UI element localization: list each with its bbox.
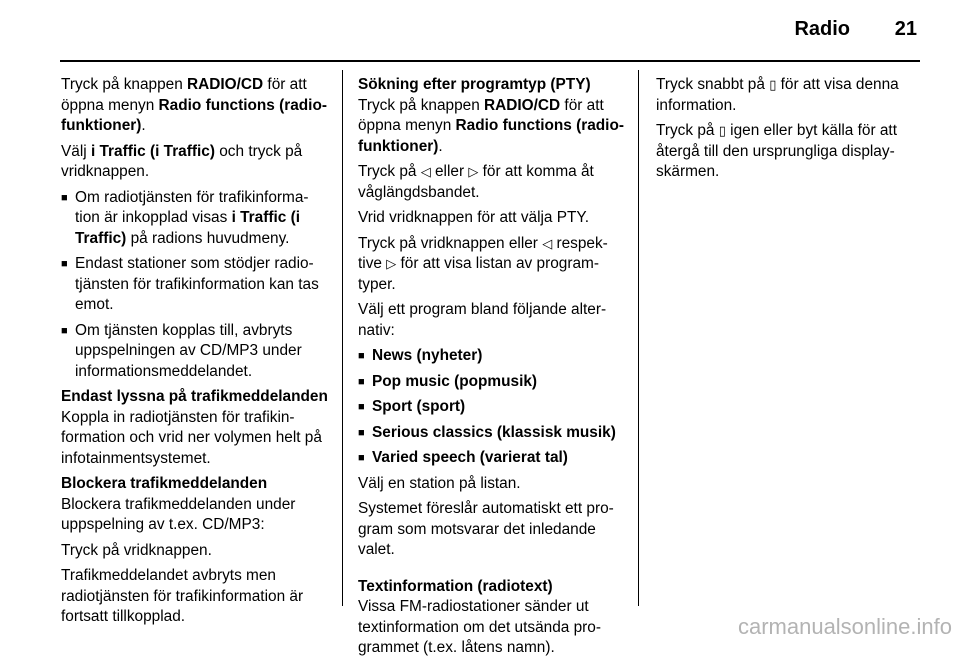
header-rule	[60, 60, 920, 62]
list-item: ■ Endast stationer som stödjer radio-tjänsten för trafikinformation kan tas emot.	[61, 254, 328, 316]
paragraph: Tryck på ◁ eller ▷ för att komma åt våglängdsbandet.	[358, 163, 594, 201]
list-item: ■ Om radiotjänsten för trafikinforma-tion är inkopplad visas i Traffic (i Traffic) på radions huvudmeny.	[61, 188, 328, 250]
paragraph: Blockera trafikmeddelanden under uppspelning av t.ex. CD/MP3:	[61, 495, 296, 533]
left-arrow-icon: ◁	[542, 235, 553, 251]
paragraph: Vissa FM-radiostationer sänder ut textinformation om det utsända pro-grammet (t.ex. låtens namn).	[358, 598, 601, 656]
section-heading: Textinformation (radiotext)	[358, 577, 553, 595]
list-item: ■ Om tjänsten kopplas till, avbryts uppspelningen av CD/MP3 under informationsmeddelandet.	[61, 321, 328, 383]
column-divider-1	[342, 70, 343, 606]
paragraph: Trafikmeddelandet avbryts men radiotjänsten för trafikinformation är fortsatt tillkopplad.	[61, 567, 304, 625]
paragraph: Tryck på knappen RADIO/CD för att öppna menyn Radio functions (radio-funktioner).	[358, 96, 624, 155]
list-item: ■ News (nyheter)	[358, 346, 626, 367]
paragraph: Systemet föreslår automatiskt ett pro-gram som motsvarar det inledande valet.	[358, 500, 614, 558]
section-heading: Blockera trafikmeddelanden	[61, 475, 268, 492]
list-item: ■ Serious classics (klassisk musik)	[358, 423, 626, 444]
watermark: carmanualsonline.info	[737, 614, 952, 639]
paragraph: Välj ett program bland följande alter-nativ:	[358, 301, 607, 339]
column-1	[61, 75, 328, 633]
paragraph: Välj i Traffic (i Traffic) och tryck på vridknappen.	[61, 142, 303, 180]
paragraph: Tryck på vridknappen.	[61, 541, 212, 559]
page-number: 21	[894, 18, 917, 40]
column-3	[656, 75, 920, 188]
column-divider-2	[638, 70, 639, 606]
list-item: ■ Sport (sport)	[358, 397, 626, 418]
paragraph: Välj en station på listan.	[358, 474, 521, 492]
paragraph: Tryck snabbt på ▯ för att visa denna information.	[656, 76, 899, 114]
paragraph: Koppla in radiotjänsten för trafikin-formation och vrid ner volymen helt på infotainmentsystemet.	[61, 408, 322, 467]
paragraph: Tryck på knappen RADIO/CD för att öppna menyn Radio functions (radio-funktioner).	[61, 76, 327, 134]
left-arrow-icon: ◁	[420, 164, 431, 179]
right-arrow-icon: ▷	[386, 256, 397, 271]
info-button-icon: ▯	[769, 77, 777, 92]
section-heading: Sökning efter programtyp (PTY)	[358, 76, 591, 93]
page-header	[0, 0, 960, 60]
page-title: Radio	[794, 18, 850, 40]
info-button-icon: ▯	[718, 123, 726, 138]
paragraph: Tryck på vridknappen eller ◁ respek-tive ▷ för att visa listan av program-typer.	[358, 234, 608, 293]
section-heading: Endast lyssna på trafikmeddelanden	[61, 388, 328, 405]
list-item: ■ Pop music (popmusik)	[358, 372, 626, 393]
paragraph: Tryck på ▯ igen eller byt källa för att återgå till den ursprungliga display-skärmen.	[656, 122, 897, 180]
list-item: ■ Varied speech (varierat tal)	[358, 448, 626, 469]
paragraph: Vrid vridknappen för att välja PTY.	[358, 209, 589, 226]
column-2	[358, 75, 626, 664]
right-arrow-icon: ▷	[468, 164, 479, 179]
